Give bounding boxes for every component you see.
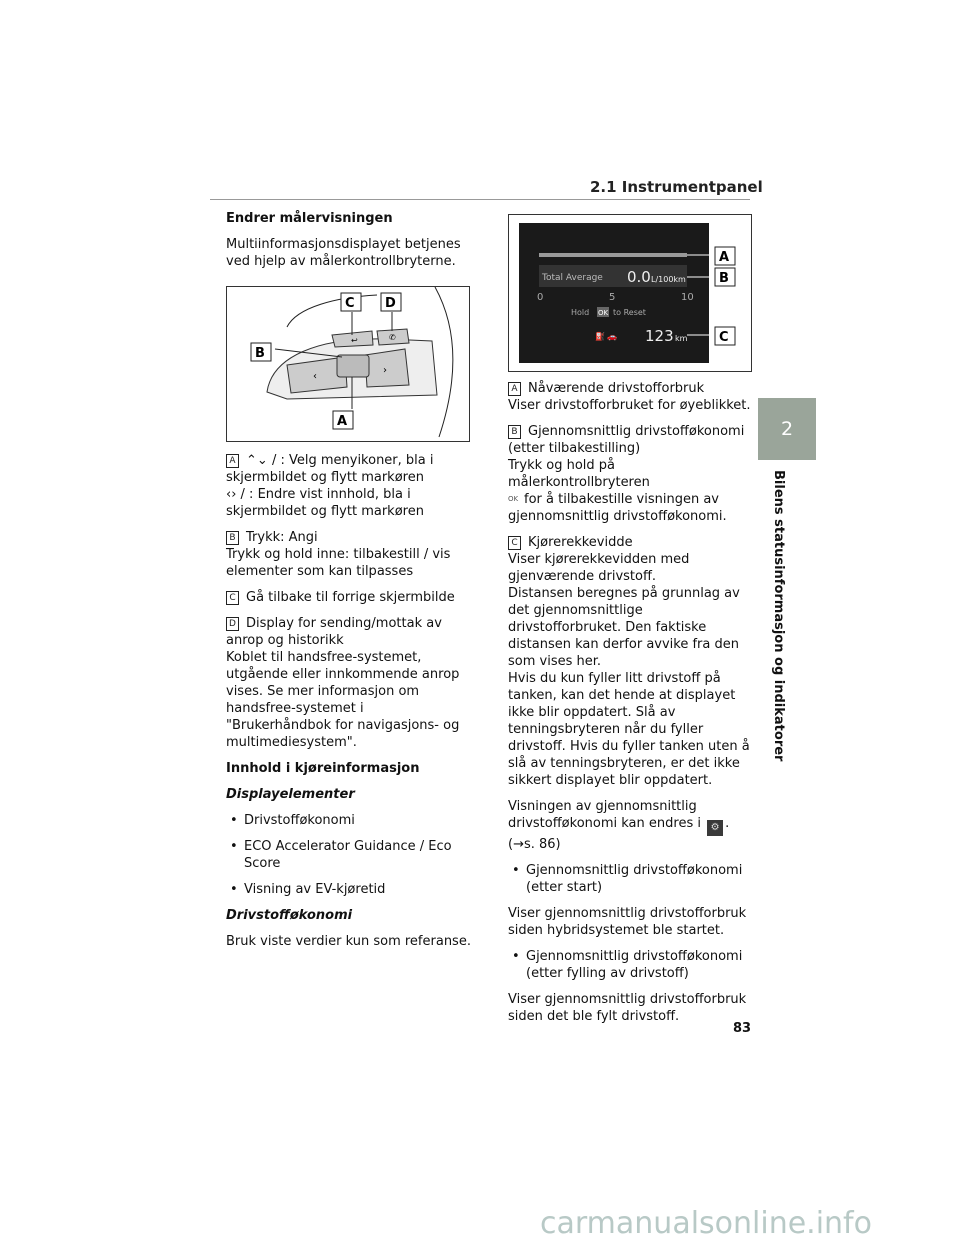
item-d-text2: Koblet til handsfree-systemet, utgående eller innkommende anrop vises. Se mer informasjon om handsfree-systemet i "Brukerhåndbok for navigasjons- og multimediesystem". [226,650,460,750]
right-column [508,380,753,1034]
settings-paragraph [508,798,753,853]
scale-tick-10: 10 [681,292,694,303]
left-column-top [226,210,471,279]
bullet2-desc: Viser gjennomsnittlig drivstofforbruk siden det ble fylt drivstoff. [508,992,747,1024]
item-current-consumption [508,380,753,414]
fig-label-d: D [385,296,396,311]
chevron-down-icon: ⌄ [256,453,268,468]
label-a: A [226,454,239,468]
header-rule [210,199,750,200]
scale-tick-5: 5 [609,292,616,303]
heading-display-elements: Displayelementer [226,787,355,802]
fig-label-b: B [255,346,265,361]
svg-text:↩: ↩ [351,336,358,345]
item-average-economy [508,423,753,525]
item-c-desc-2: Distansen beregnes på grunnlag av det gjennomsnittlige drivstofforbruket. Den faktiske distansen kan derfor avvike fra den som vises her. [508,586,740,669]
label-c: C [508,536,521,550]
label-b: B [508,425,521,439]
item-c-switch [226,589,471,606]
heading-drive-info: Innhold i kjøreinformasjon [226,761,420,776]
chapter-title-text: Bilens statusinformasjon og indikatorer [771,470,786,762]
display-label-a: A [719,250,730,265]
multi-info-display-figure [508,214,752,372]
ok-button-icon: OK [508,495,519,503]
bullet-item: • ECO Accelerator Guidance / Eco Score [226,838,471,872]
label-a: A [508,382,521,396]
multi-info-display-drawing [509,215,751,371]
page-reference: (→s. 86) [508,837,561,852]
fuel-pump-icon: ⛽ [595,332,605,341]
display-label-c: C [719,330,729,345]
item-d-text1: Display for sending/mottak av anrop og historikk [226,616,442,648]
fig-label-a: A [337,414,348,429]
bullet-item: • Gjennomsnittlig drivstofføkonomi (etter start) [508,862,753,896]
label-c: C [226,591,239,605]
display-unit: L/100km [651,275,686,284]
bullet-item: • Visning av EV-kjøretid [226,881,471,898]
item-a-text1: / : Velg menyikoner, bla i skjermbildet og flytt markøren [226,453,434,485]
settings-text: Visningen av gjennomsnittlig drivstofføkonomi kan endres i [508,799,701,831]
item-b-text1: Trykk: Angi [246,530,318,545]
heading-fuel-economy: Drivstofføkonomi [226,908,353,923]
item-b-switch [226,529,471,580]
item-b-desc-1: Trykk og hold på målerkontrollbryteren [508,458,650,490]
item-b-desc-2: for å tilbakestille visningen av gjennomsnittlig drivstofføkonomi. [508,492,727,524]
display-reset: to Reset [613,308,646,317]
item-driving-range [508,534,753,789]
heading-change-display: Endrer målervisningen [226,211,393,226]
chevron-left-icon: ‹ [226,487,232,502]
section-header: 2.1 Instrumentpanel [590,178,763,196]
reference-note: Bruk viste verdier kun som referanse. [226,934,471,949]
item-c-desc-3: Hvis du kun fyller litt drivstoff på tanken, kan det hende at displayet ikke blir oppdatert. Slå av tenningsbryteren når du fyller drivstoff. Hvis du fyller tanken uten å slå av tenningsbryteren, er det ikke sikkert displayet blir oppdatert. [508,671,750,788]
item-a-switch [226,452,471,520]
chapter-number: 2 [780,418,794,440]
item-b-title: Gjennomsnittlig drivstofføkonomi (etter tilbakestilling) [508,424,745,456]
display-hold: Hold [571,308,590,317]
label-d: D [226,617,239,631]
display-ok: OK [598,309,609,317]
bullet-item: • Drivstofføkonomi [226,812,471,829]
display-title: Total Average [542,273,603,283]
item-b-text2: Trykk og hold inne: tilbakestill / vis elementer som kan tilpasses [226,547,451,579]
display-label-b: B [719,271,729,286]
svg-text:‹: ‹ [313,371,317,382]
item-a-title: Nåværende drivstofforbruk [528,381,705,396]
intro-text: Multiinformasjonsdisplayet betjenes ved hjelp av målerkontrollbryterne. [226,237,461,269]
display-value: 0.0 [627,268,651,286]
steering-switch-drawing [227,287,469,441]
chevron-right-icon: › [231,487,237,502]
display-range: 123 [645,327,674,345]
label-b: B [226,531,239,545]
chapter-tab [758,398,816,460]
chevron-up-icon: ⌃ [246,453,257,468]
item-d-switch [226,615,471,751]
scale-tick-0: 0 [537,292,544,303]
left-column-body [226,452,471,959]
item-a-text2: / : Endre vist innhold, bla i skjermbildet og flytt markøren [226,487,424,519]
item-c-desc-1: Viser kjørerekkevidden med gjenværende drivstoff. [508,552,690,584]
steering-switch-figure [226,286,470,442]
display-range-unit: km [675,334,688,343]
item-c-title: Kjørerekkevidde [528,535,633,550]
svg-text:›: › [383,365,387,376]
chapter-side-title [762,470,792,762]
settings-period: . [725,816,730,831]
fig-label-c: C [345,296,355,311]
watermark: carmanualsonline.info [540,1206,872,1241]
item-c-text1: Gå tilbake til forrige skjermbilde [246,590,455,605]
page-number: 83 [733,1021,752,1036]
bullet1-desc: Viser gjennomsnittlig drivstofforbruk siden hybridsystemet ble startet. [508,906,747,938]
bullet-item: • Gjennomsnittlig drivstofføkonomi (etter fylling av drivstoff) [508,948,753,982]
car-icon: 🚗 [607,332,617,341]
svg-text:✆: ✆ [389,333,396,342]
item-a-desc: Viser drivstofforbruket for øyeblikket. [508,398,751,413]
gear-icon: ⚙ [707,820,723,836]
